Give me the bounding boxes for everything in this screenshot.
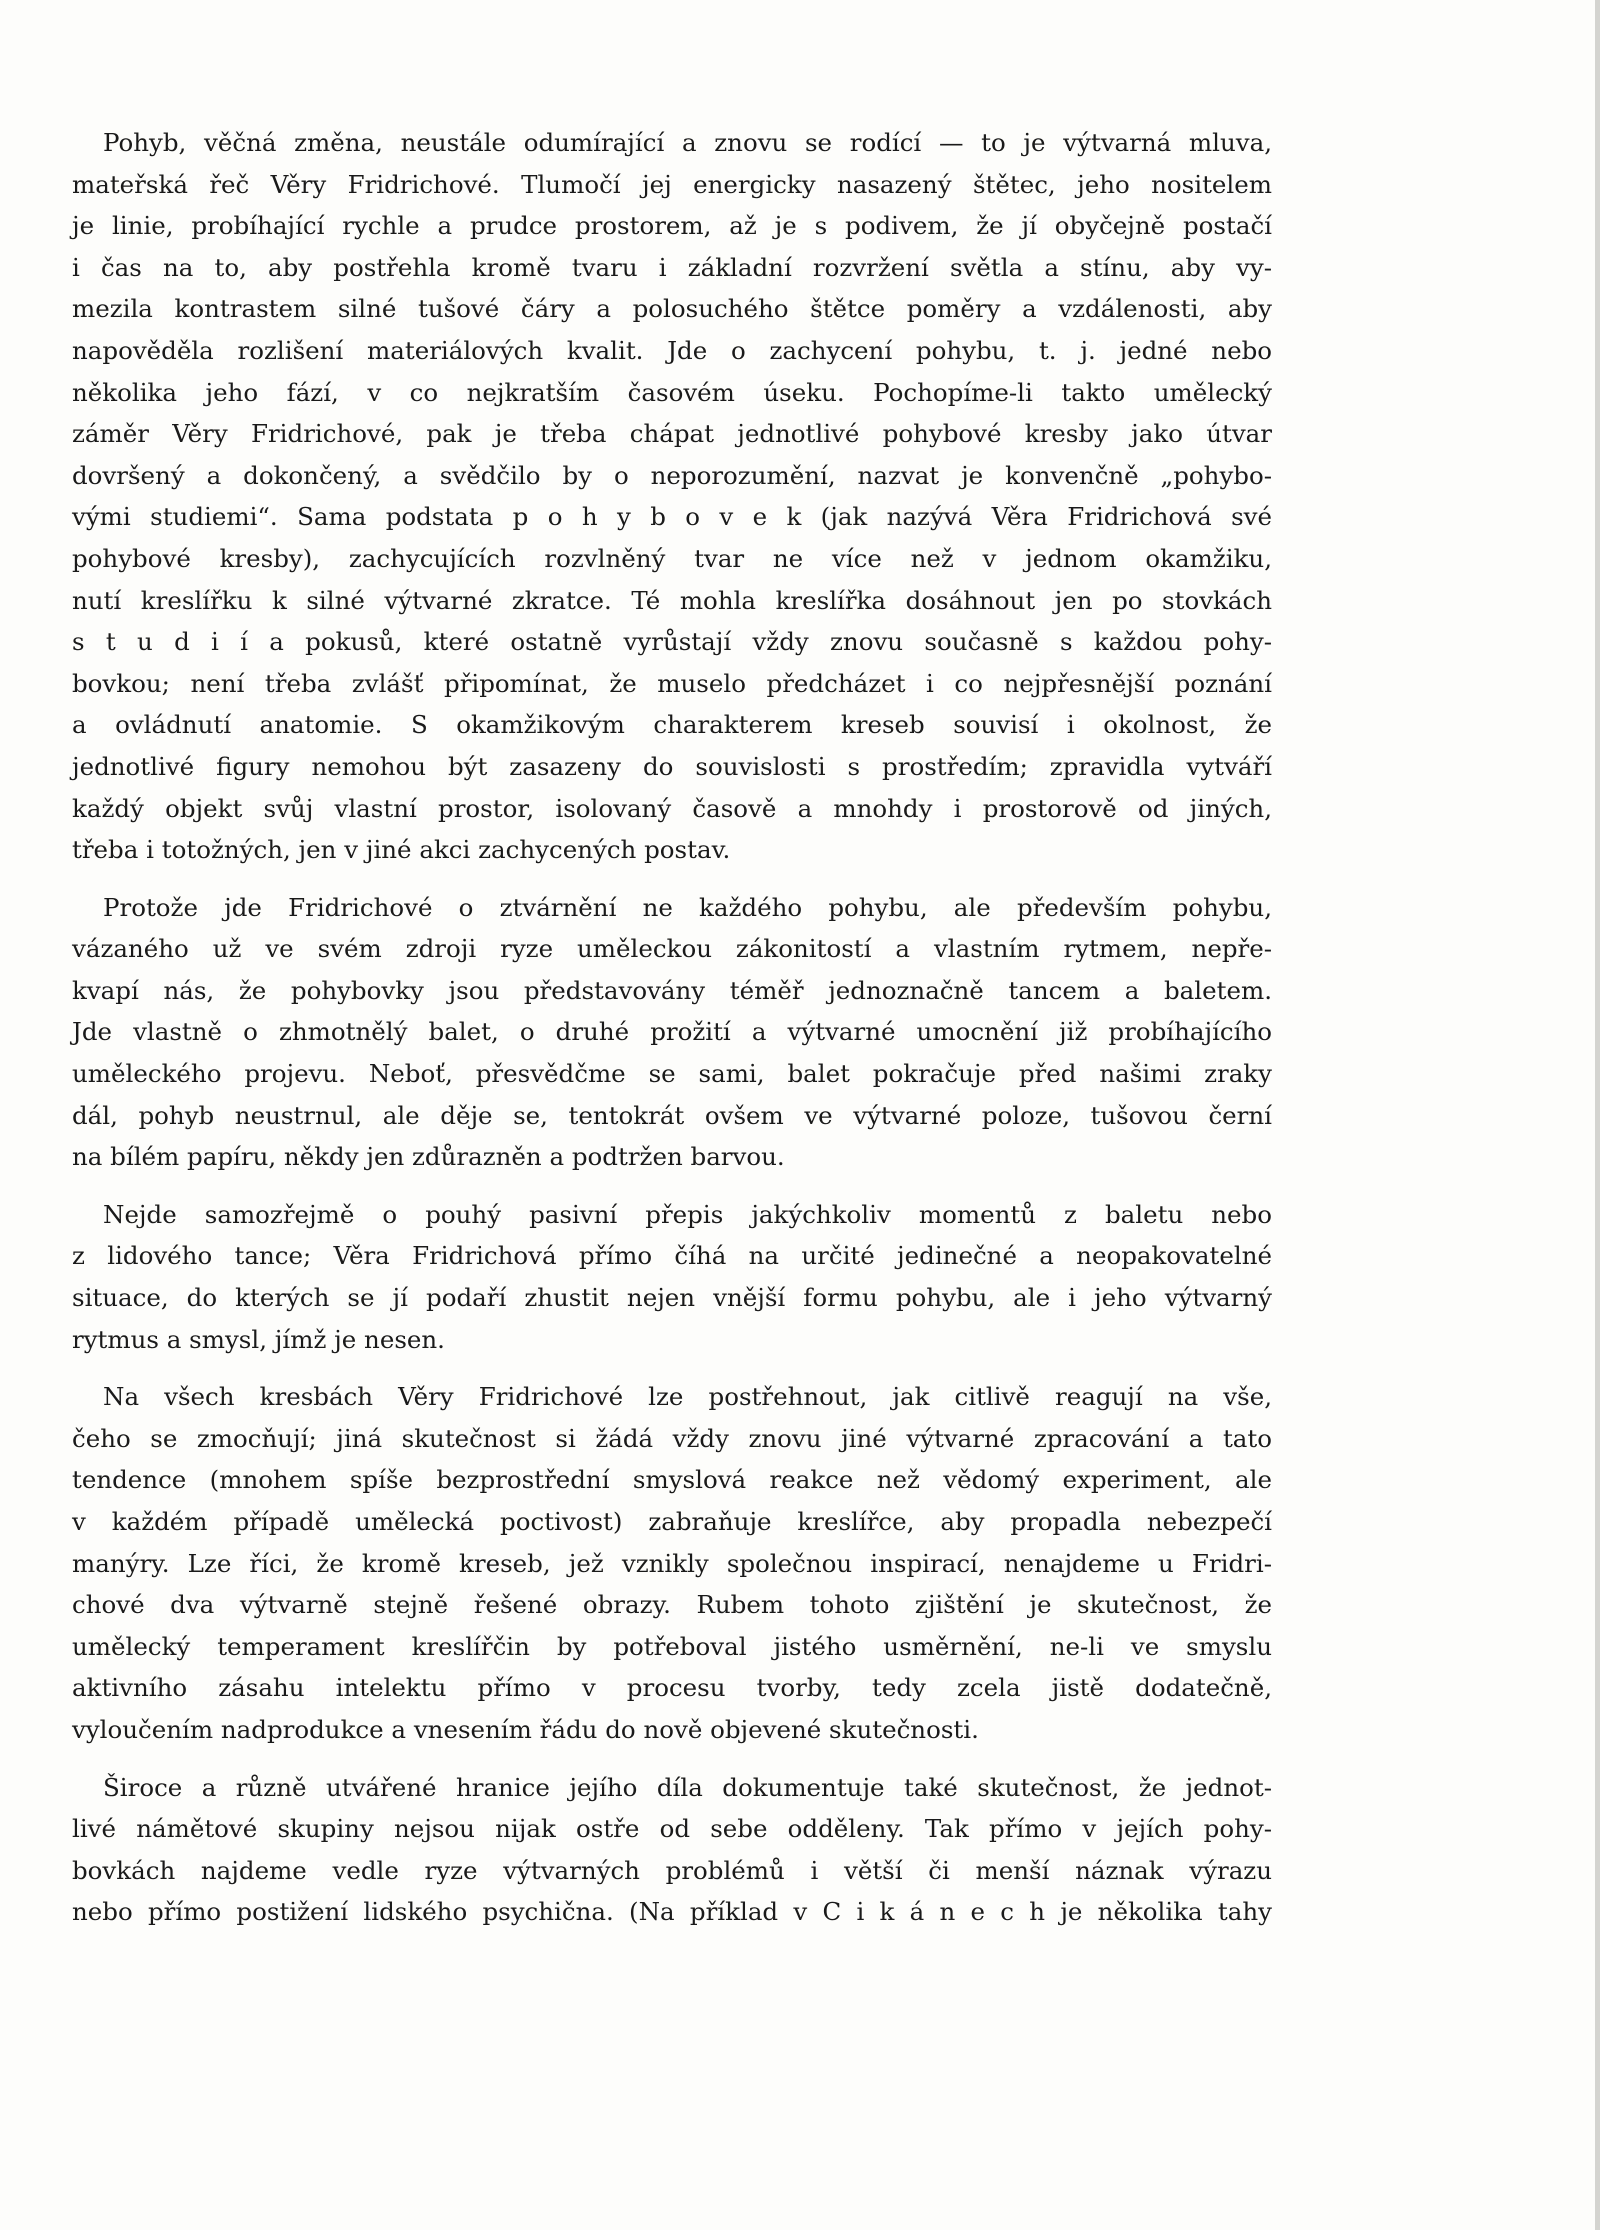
text-line: tendence (mnohem spíše bezprostřední smyslová reakce než vědomý experiment, ale [72, 1465, 1272, 1495]
text-line: bovkách najdeme vedle ryze výtvarných problémů i větší či menší náznak výrazu [72, 1855, 1272, 1885]
text-line: vými studiemi“. Sama podstata p o h y b o v e k (jak nazývá Věra Fridrichová své [72, 502, 1272, 532]
text-line: je linie, probíhající rychle a prudce prostorem, až je s podivem, že jí obyčejně postačí [72, 211, 1272, 241]
text-line: Široce a různě utvářené hranice jejího díla dokumentuje také skutečnost, že jednot- [103, 1772, 1272, 1802]
text-line: uměleckého projevu. Neboť, přesvědčme se sami, balet pokračuje před našimi zraky [72, 1059, 1272, 1089]
text-line: Pohyb, věčná změna, neustále odumírající a znovu se rodící — to je výtvarná mluva, [103, 128, 1272, 157]
text-line: rytmus a smysl, jímž je nesen. [72, 1324, 445, 1354]
text-line: Protože jde Fridrichové o ztvárnění ne každého pohybu, ale především pohybu, [103, 892, 1272, 922]
text-line: dál, pohyb neustrnul, ale děje se, tentokrát ovšem ve výtvarné poloze, tušovou černí [72, 1100, 1272, 1130]
text-line: manýry. Lze říci, že kromě kreseb, jež vznikly společnou inspirací, nenajdeme u Fridri- [72, 1548, 1272, 1578]
text-line: vyloučením nadprodukce a vnesením řádu do nově objevené skutečnosti. [72, 1714, 979, 1744]
text-line: nutí kreslířku k silné výtvarné zkratce. Té mohla kreslířka dosáhnout jen po stovkách [72, 585, 1272, 615]
text-line: každý objekt svůj vlastní prostor, isolovaný časově a mnohdy i prostorově od jiných, [72, 793, 1272, 823]
text-line: vázaného už ve svém zdroji ryze uměleckou zákonitostí a vlastním rytmem, nepře- [72, 934, 1272, 964]
text-line: bovkou; není třeba zvlášť připomínat, že muselo předcházet i co nejpřesnější poznání [72, 668, 1272, 698]
text-line: Jde vlastně o zhmotnělý balet, o druhé prožití a výtvarné umocnění již probíhajícího [72, 1017, 1272, 1047]
page-edge [1595, 0, 1600, 2230]
text-line: kvapí nás, že pohybovky jsou představovány téměř jednoznačně tancem a baletem. [72, 975, 1272, 1005]
text-line: čeho se zmocňují; jiná skutečnost si žádá vždy znovu jiné výtvarné zpracování a tato [72, 1423, 1272, 1453]
text-line: mezila kontrastem silné tušové čáry a polosuchého štětce poměry a vzdálenosti, aby [72, 294, 1272, 324]
text-line: livé námětové skupiny nejsou nijak ostře od sebe odděleny. Tak přímo v jejích pohy- [72, 1814, 1272, 1844]
text-line: jednotlivé figury nemohou být zasazeny do souvislosti s prostředím; zpravidla vytváří [72, 751, 1272, 781]
text-line: třeba i totožných, jen v jiné akci zachycených postav. [72, 835, 731, 865]
text-line: dovršený a dokončený, a svědčilo by o neporozumění, nazvat je konvenčně „pohybo- [72, 460, 1272, 490]
text-line: záměr Věry Fridrichové, pak je třeba chápat jednotlivé pohybové kresby jako útvar [72, 419, 1272, 449]
text-line: mateřská řeč Věry Fridrichové. Tlumočí jej energicky nasazený štětec, jeho nositelem [72, 169, 1272, 199]
text-line: umělecký temperament kreslířčin by potřeboval jistého usměrnění, ne-li ve smyslu [72, 1631, 1272, 1661]
text-line: situace, do kterých se jí podaří zhustit nejen vnější formu pohybu, ale i jeho výtvarný [72, 1283, 1272, 1313]
text-line: napověděla rozlišení materiálových kvalit. Jde o zachycení pohybu, t. j. jedné nebo [72, 335, 1272, 365]
text-line: nebo přímo postižení lidského psychična. (Na příklad v C i k á n e c h je několika tahy [72, 1897, 1272, 1927]
text-line: i čas na to, aby postřehla kromě tvaru i základní rozvržení světla a stínu, aby vy- [72, 252, 1272, 282]
text-line: Na všech kresbách Věry Fridrichové lze postřehnout, jak citlivě reagují na vše, [103, 1382, 1272, 1412]
text-line: v každém případě umělecká poctivost) zabraňuje kreslířce, aby propadla nebezpečí [72, 1507, 1272, 1536]
text-line: aktivního zásahu intelektu přímo v procesu tvorby, tedy zcela jistě dodatečně, [72, 1673, 1272, 1703]
text-line: chové dva výtvarně stejně řešené obrazy. Rubem tohoto zjištění je skutečnost, že [72, 1590, 1272, 1620]
text-line: pohybové kresby), zachycujících rozvlněný tvar ne více než v jednom okamžiku, [72, 543, 1272, 573]
text-line: a ovládnutí anatomie. S okamžikovým charakterem kreseb souvisí i okolnost, že [72, 710, 1272, 740]
text-line: s t u d i í a pokusů, které ostatně vyrůstají vždy znovu současně s každou pohy- [72, 627, 1272, 657]
text-line: několika jeho fází, v co nejkratším časovém úseku. Pochopíme-li takto umělecký [72, 377, 1272, 407]
body-text [72, 122, 1272, 1933]
text-line: na bílém papíru, někdy jen zdůrazněn a podtržen barvou. [72, 1142, 785, 1172]
text-line: z lidového tance; Věra Fridrichová přímo číhá na určité jedinečné a neopakovatelné [72, 1241, 1272, 1271]
text-line: Nejde samozřejmě o pouhý pasivní přepis jakýchkoliv momentů z baletu nebo [103, 1199, 1272, 1229]
